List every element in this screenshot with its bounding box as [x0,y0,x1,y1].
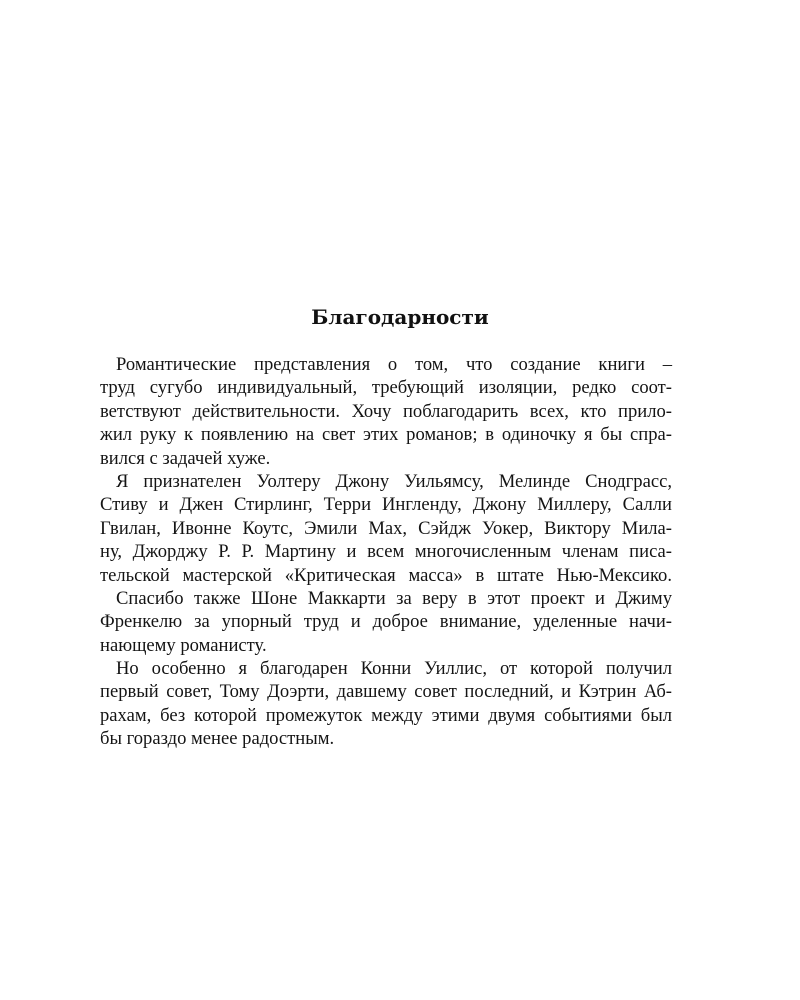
text-line: Но особенно я благодарен Конни Уиллис, от которой получил [116,658,672,680]
text-line: Спасибо также Шоне Маккарти за веру в этот проект и Джиму [116,587,672,609]
text-line: нающему романисту. [100,634,267,656]
text-line: рахам, без которой промежуток между этими двумя событиями был [100,704,672,726]
text-line: вился с задачей хуже. [100,447,271,469]
acknowledgements-text [100,353,672,751]
text-line: Романтические представления о том, что создание книги – [116,354,672,375]
text-line: Гвилан, Ивонне Коутс, Эмили Мах, Сэйдж Уокер, Виктору Мила- [100,517,672,539]
text-line: ну, Джорджу Р. Р. Мартину и всем многочисленным членам писа- [100,541,672,563]
text-line: Френкелю за упорный труд и доброе внимание, уделенные начи- [100,611,672,633]
text-line: труд сугубо индивидуальный, требующий изоляции, редко соот- [100,377,672,399]
text-line: бы гораздо менее радостным. [100,728,335,750]
text-line: жил руку к появлению на свет этих романов; в одиночку я бы спра- [100,424,672,446]
text-line: Я признателен Уолтеру Джону Уильямсу, Мелинде Снодграсс, [116,470,672,492]
text-line: тельской мастерской «Критическая масса» в штате Нью-Мексико. [100,564,672,586]
page-title: Благодарности [311,305,489,329]
text-line: первый совет, Тому Доэрти, давшему совет последний, и Кэтрин Аб- [100,681,672,703]
text-line: ветствуют действительности. Хочу поблагодарить всех, кто прило- [100,400,672,422]
text-line: Стиву и Джен Стирлинг, Терри Инглендy, Джону Миллеру, Салли [100,494,672,516]
